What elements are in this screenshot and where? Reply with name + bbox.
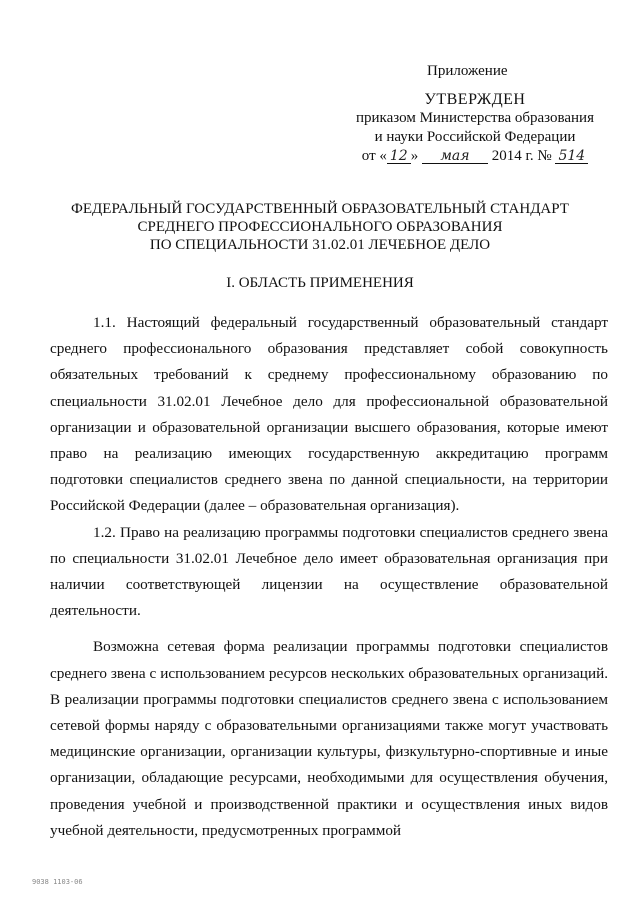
- paragraph-network-form: Возможна сетевая форма реализации программы подготовки специалистов среднего звена с использованием ресурсов нескольких образовательных организаций. В реализации программы подготовки специалистов среднего звена с использованием сетевой формы наряду с образовательными организациями также могут участвовать медицинские организации, организации культуры, физкультурно-спортивные и иные организации, обладающие ресурсами, необходимыми для осуществления обучения, проведения учебной и производственной практики и осуществления иных видов учебной деятельности, предусмотренных программой: [50, 638, 608, 839]
- title-line-2: СРЕДНЕГО ПРОФЕССИОНАЛЬНОГО ОБРАЗОВАНИЯ: [137, 219, 503, 235]
- order-year: 2014 г.: [491, 148, 534, 164]
- body-text: [50, 310, 608, 844]
- title-line-1: ФЕДЕРАЛЬНЫЙ ГОСУДАРСТВЕННЫЙ ОБРАЗОВАТЕЛЬНЫЙ СТАНДАРТ: [71, 201, 569, 217]
- approval-block: [345, 90, 605, 166]
- document-title: [40, 200, 600, 254]
- order-date-line: от « 12 » мая 2014 г. № 514: [345, 147, 605, 166]
- order-number-label: №: [537, 148, 552, 164]
- order-line-1: приказом Министерства образования: [356, 110, 594, 126]
- order-from: от: [361, 148, 376, 164]
- paragraph-1-1: 1.1. Настоящий федеральный государственный образовательный стандарт среднего профессионального образования представляет собой совокупность обязательных требований к среднему профессиональному образованию по специальности 31.02.01 Лечебное дело для профессиональной образовательной организации и образовательной организации высшего образования, которые имеют право на реализацию имеющих государственную аккредитацию программ подготовки специалистов среднего звена по данной специальности, на территории Российской Федерации (далее – образовательная организация).: [50, 314, 608, 515]
- title-line-3: ПО СПЕЦИАЛЬНОСТИ 31.02.01 ЛЕЧЕБНОЕ ДЕЛО: [149, 237, 491, 253]
- order-day: 12: [387, 149, 411, 164]
- approved-heading: УТВЕРЖДЕН: [424, 91, 526, 108]
- order-month: мая: [422, 149, 488, 164]
- order-line-2: и науки Российской Федерации: [374, 129, 576, 145]
- footer-code: 9038 1103-06: [32, 878, 83, 886]
- annex-label: Приложение: [427, 63, 508, 79]
- section-heading: I. ОБЛАСТЬ ПРИМЕНЕНИЯ: [226, 275, 414, 291]
- order-number: 514: [555, 149, 588, 164]
- paragraph-1-2: 1.2. Право на реализацию программы подготовки специалистов среднего звена по специальности 31.02.01 Лечебное дело имеет образовательная организация при наличии соответствующей лицензии на осуществление образовательной деятельности.: [50, 523, 608, 620]
